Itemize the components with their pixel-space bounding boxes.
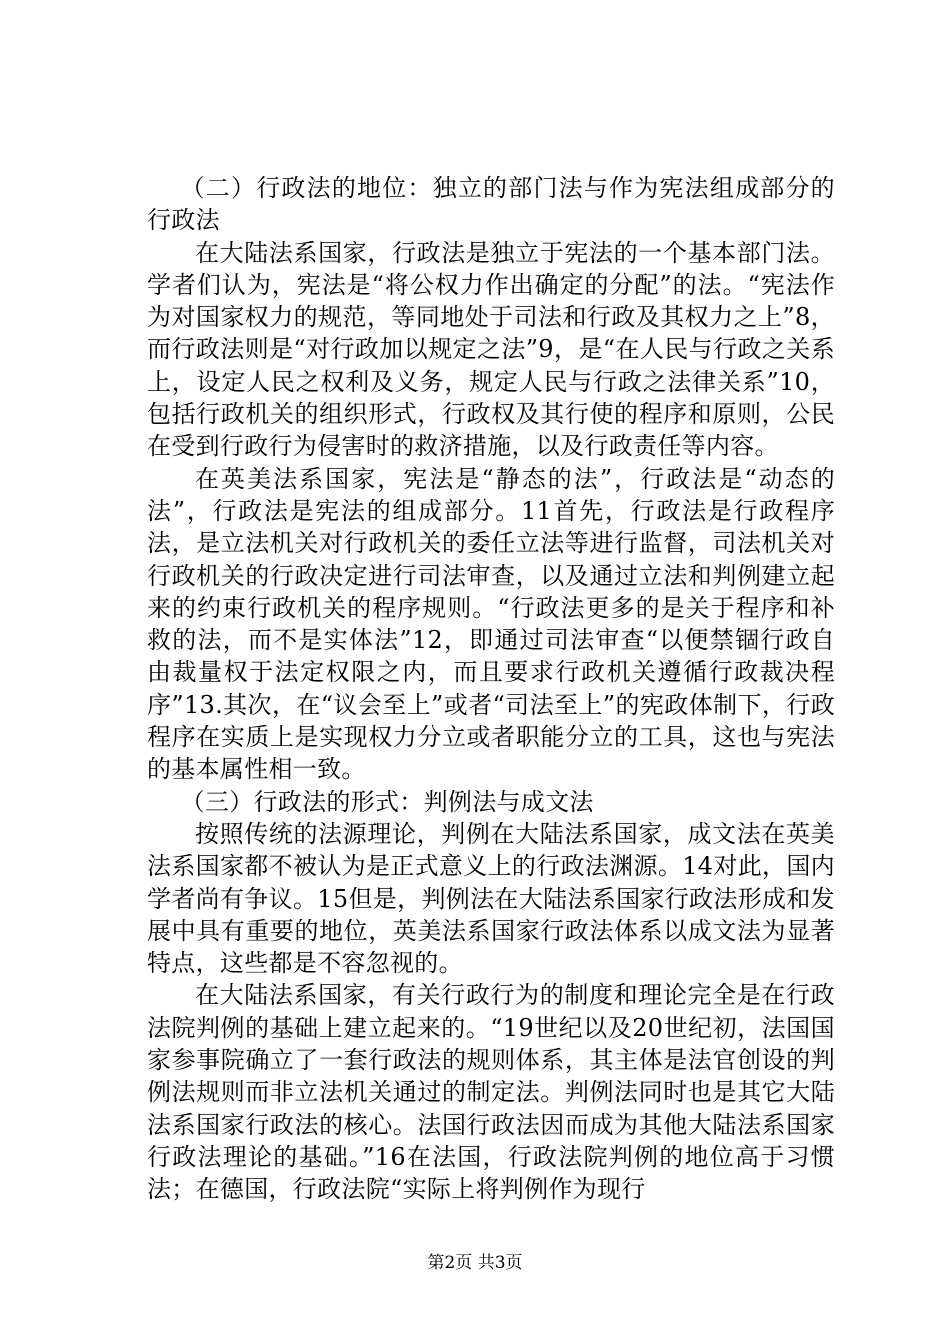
document-body: [147, 172, 835, 1206]
section-heading-three: （三）行政法的形式：判例法与成文法: [180, 787, 594, 816]
paragraph: 按照传统的法源理论，判例在大陆法系国家，成文法在英美法系国家都不被认为是正式意义上的行政法渊源。14对此，国内学者尚有争议。15但是，判例法在大陆法系国家行政法形成和发展中具有重要的地位，英美法系国家行政法体系以成文法为显著特点，这些都是不容忽视的。: [147, 819, 835, 978]
section-heading-two: （二）行政法的地位：独立的部门法与作为宪法组成部分的行政法: [147, 174, 835, 235]
page-number: 第2页 共3页: [427, 1253, 523, 1273]
paragraph: 在英美法系国家，宪法是“静态的法”，行政法是“动态的法”，行政法是宪法的组成部分。11首先，行政法是行政程序法，是立法机关对行政机关的委任立法等进行监督，司法机关对行政机关的行政决定进行司法审查，以及通过立法和判例建立起来的约束行政机关的程序规则。“行政法更多的是关于程序和补救的法，而不是实体法”12，即通过司法审查“以便禁锢行政自由裁量权于法定权限之内，而且要求行政机关遵循行政裁决程序”13.其次，在“议会至上”或者“司法至上”的宪政体制下，行政程序在实质上是实现权力分立或者职能分立的工具，这也与宪法的基本属性相一致。: [147, 464, 835, 784]
paragraph: 在大陆法系国家，行政法是独立于宪法的一个基本部门法。学者们认为，宪法是“将公权力作出确定的分配”的法。“宪法作为对国家权力的规范，等同地处于司法和行政及其权力之上”8，而行政法则是“对行政加以规定之法”9，是“在人民与行政之关系上，设定人民之权利及义务，规定人民与行政之法律关系”10，包括行政机关的组织形式，行政权及其行使的程序和原则，公民在受到行政行为侵害时的救济措施，以及行政责任等内容。: [147, 238, 835, 461]
paragraph: 在大陆法系国家，有关行政行为的制度和理论完全是在行政法院判例的基础上建立起来的。“19世纪以及20世纪初，法国国家参事院确立了一套行政法的规则体系，其主体是法官创设的判例法规则而非立法机关通过的制定法。判例法同时也是其它大陆法系国家行政法的核心。法国行政法因而成为其他大陆法系国家行政法理论的基础。”16在法国，行政法院判例的地位高于习惯法；在德国，行政法院“实际上将判例作为现行: [147, 981, 835, 1204]
